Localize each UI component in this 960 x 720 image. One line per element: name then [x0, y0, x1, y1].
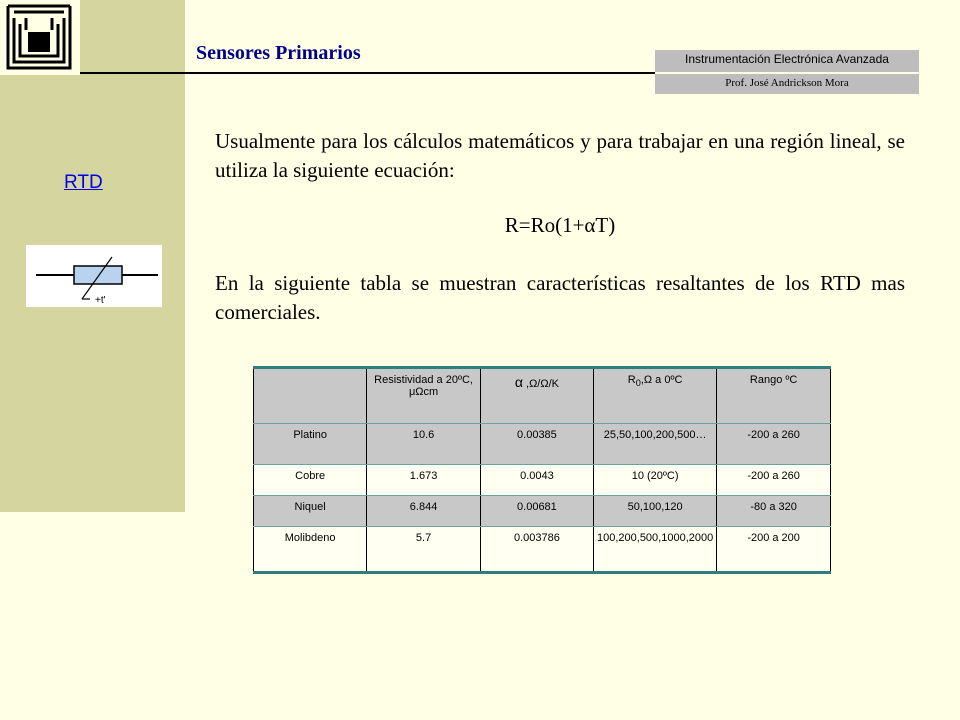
table-cell: Cobre	[254, 465, 367, 496]
table-row	[254, 496, 831, 527]
logo-icon	[4, 2, 74, 72]
table-cell: -200 a 260	[717, 424, 831, 465]
rtd-symbol-icon	[26, 245, 162, 307]
table-cell: 6.844	[367, 496, 481, 527]
symbol-label: +t'	[95, 295, 106, 306]
table-cell: 1.673	[367, 465, 481, 496]
course-name: Instrumentación Electrónica Avanzada	[685, 52, 889, 66]
table-cell: 0.0043	[480, 465, 593, 496]
header-divider	[80, 72, 655, 74]
table-cell: -200 a 260	[717, 465, 831, 496]
table-cell: 5.7	[367, 527, 481, 573]
header-resistividad: Resistividad a 20ºC, μΩcm	[367, 368, 481, 424]
table-cell: Niquel	[254, 496, 367, 527]
paragraph-intro: Usualmente para los cálculos matemáticos y para trabajar en una región lineal, se utiliza la siguiente ecuación:	[215, 129, 905, 182]
table-cell: 0.003786	[480, 527, 593, 573]
university-logo	[0, 0, 80, 75]
table-row	[254, 527, 831, 573]
table-cell: -200 a 200	[717, 527, 831, 573]
table-cell: 10 (20ºC)	[594, 465, 717, 496]
table-cell: -80 a 320	[717, 496, 831, 527]
professor-name: Prof. José Andrickson Mora	[725, 77, 849, 89]
table-cell: 100,200,500,1000,2000	[594, 527, 717, 573]
table-cell: 25,50,100,200,500…	[594, 424, 717, 465]
table-cell: 50,100,120	[594, 496, 717, 527]
table-row	[254, 424, 831, 465]
table-cell: Platino	[254, 424, 367, 465]
rtd-link[interactable]: RTD	[64, 172, 103, 193]
header-cell-empty	[254, 368, 367, 424]
course-info-box	[655, 50, 919, 94]
table-cell: 0.00385	[480, 424, 593, 465]
equation: R=Ro(1+αT)	[504, 213, 616, 237]
table-header-row	[254, 368, 831, 424]
page-title: Sensores Primarios	[196, 42, 361, 64]
rtd-table	[253, 366, 831, 574]
table-cell: 10.6	[367, 424, 481, 465]
table-row	[254, 465, 831, 496]
header-alpha: α ,Ω/Ω/K	[480, 368, 593, 424]
rtd-symbol	[26, 245, 162, 307]
paragraph-table-intro: En la siguiente tabla se muestran características resaltantes de los RTD mas comerciales.	[215, 271, 905, 324]
table-cell: Molibdeno	[254, 527, 367, 573]
header-rango: Rango ºC	[717, 368, 831, 424]
header-r0: $R_0,\Omega$ a 0ºC	[594, 368, 717, 424]
course-box-divider	[655, 72, 919, 74]
table-cell: 0.00681	[480, 496, 593, 527]
